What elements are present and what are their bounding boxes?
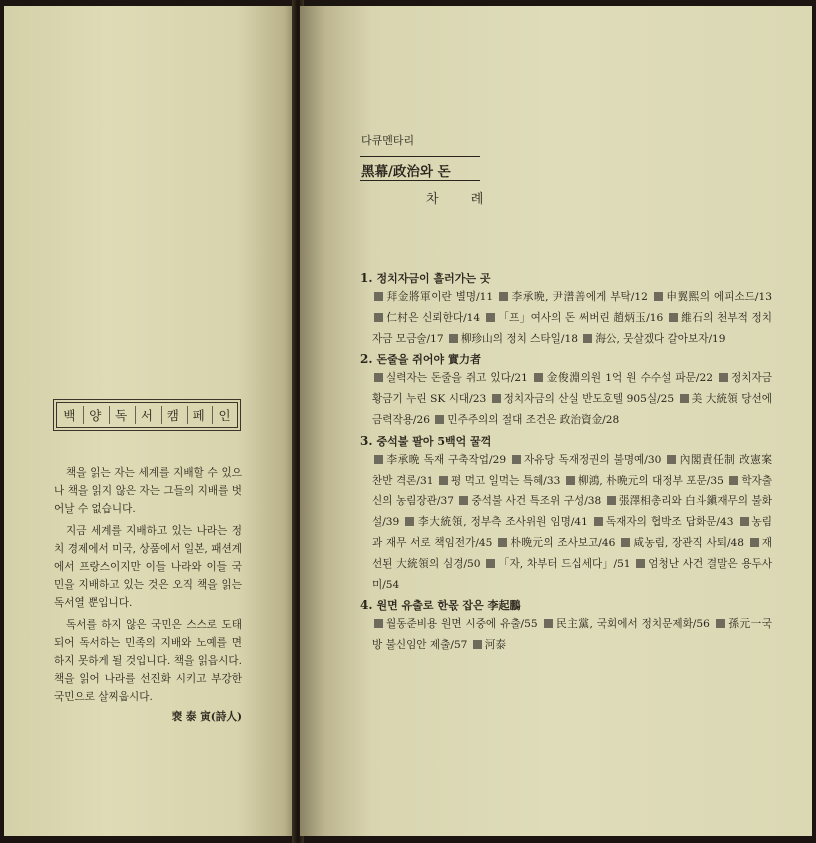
chapter-heading [360,270,772,287]
bullet-square-icon [459,496,468,505]
toc-entry: 李承晩 독재 구축작업/29 [386,453,507,466]
bullet-square-icon [667,455,676,464]
campaign-char: 백 [63,408,76,423]
toc-entry: 정치자금 황금기 누린 SK 시대/23 [372,372,772,406]
toc-entry: 정치자금의 산실 반도호텔 905실/25 [503,393,675,406]
quote-author: 裵 泰 寅(詩人) [171,711,242,723]
bullet-square-icon [439,476,448,485]
toc-entry: 咸농림, 장관직 사퇴/48 [633,536,745,549]
chapter-heading [360,597,772,614]
toc-entry: 申翼熙의 에피소드/13 [665,291,772,303]
toc-entry: 民主黨, 국회에서 정치문제화/56 [555,618,710,631]
toc-entry: 중석불 사건 특조위 구성/38 [471,495,602,508]
bullet-square-icon [435,415,444,424]
bullet-square-icon [498,538,507,547]
title-rule [360,156,480,157]
chapter-entries [360,368,772,430]
bullet-square-icon [486,313,495,322]
chapter-title: 정치자금이 흘러가는 곳 [376,272,491,285]
toc-entry: 金俊淵의원 1억 원 수수설 파문/22 [546,372,713,385]
bullet-square-icon [680,394,689,403]
right-page [300,6,812,836]
bullet-square-icon [716,619,725,628]
toc-entry: 孫元一국방 불신임안 제출/57 [372,618,772,652]
chapter-title: 원면 유출로 한몫 잡은 李起鵬 [376,599,521,613]
bullet-square-icon [486,559,495,568]
toc-entry: 仁村은 신뢰한다/14 [386,311,481,324]
bullet-square-icon [449,334,458,343]
toc-entry: 민주주의의 절대 조건은 政治資金/28 [447,413,620,426]
bullet-square-icon [566,476,575,485]
bullet-square-icon [512,455,521,464]
bullet-square-icon [729,476,738,485]
title-rule [360,180,480,181]
quote-paragraph: 독서를 하지 않은 국민은 스스로 도태되어 독서하는 민족의 지배와 노예를 면하지 못하게 될 것입니다. 책을 읽읍시다. 책을 읽어 나라를 선진화 시키고 부강한 국민으로 살찌웁시다. [54,619,242,703]
campaign-char: 인 [212,406,235,424]
toc-entry: 李承晩, 尹潽善에게 부탁/12 [511,291,648,303]
chapter-title: 중석불 팔아 5백억 꿀꺽 [376,434,492,448]
bullet-square-icon [621,538,630,547]
toc-entry: 張澤相총리와 白斗鎭재무의 불화설/39 [372,495,772,529]
bullet-square-icon [594,517,603,526]
chapter-number: 3. [360,433,373,448]
bullet-square-icon [374,619,383,628]
bullet-square-icon [405,517,414,526]
bullet-square-icon [607,496,616,505]
toc-entry: 농림과 재무 서로 책임전가/45 [372,516,772,549]
toc-entry: 維石의 천부적 정치자금 모금술/17 [372,311,772,345]
quote-paragraph: 책을 읽는 자는 세계를 지배할 수 있으나 책을 읽지 않은 자는 그들의 지배를 벗어날 수 없습니다. [54,467,242,515]
toc-entry: 실력자는 돈줄을 쥐고 있다/21 [386,372,528,385]
toc-entry: 재선된 大統領의 심경/50 [372,536,772,570]
campaign-char: 캠 [161,406,184,424]
bullet-square-icon [636,559,645,568]
table-of-contents [360,268,772,656]
chapter-entries [360,450,772,596]
toc-entry: 朴晩元의 조사보고/46 [510,536,616,549]
chapter-number: 2. [360,352,373,367]
toc-entry: 평 먹고 일먹는 특혜/33 [450,474,561,487]
bullet-square-icon [374,292,383,301]
book-title: 黑幕/政治와 돈 [361,164,451,180]
bullet-square-icon [740,517,749,526]
campaign-char: 서 [135,406,158,424]
toc-entry: 柳鴻, 朴晩元의 대정부 포문/35 [577,474,724,487]
reading-quote [54,464,242,726]
chapter-number: 4. [360,598,373,613]
toc-entry: 「자, 차부터 드십세다」/51 [498,557,631,570]
contents-heading: 차 례 [426,192,498,207]
toc-entry: 內閣責任制 改憲案 찬반 격론/31 [372,453,772,487]
toc-entry: 「프」여사의 돈 써버린 趙炳玉/16 [497,311,664,324]
toc-entry: 학자출신의 농림장관/37 [372,474,773,508]
toc-entry: 柳珍山의 정치 스타일/18 [460,332,578,345]
toc-entry: 海公, 뭇살겠다 갈아보자/19 [595,332,726,345]
campaign-char: 페 [187,406,210,424]
bullet-square-icon [750,538,759,547]
chapter-heading [360,433,772,450]
toc-entry: 월동준비용 원면 시중에 유출/55 [386,618,538,631]
toc-entry: 河泰 [484,639,506,652]
bullet-square-icon [473,640,482,649]
bullet-square-icon [534,373,543,382]
chapter-number: 1. [360,271,373,285]
toc-entry: 독재자의 협박조 답화문/43 [605,516,734,529]
quote-paragraph: 지금 세계를 지배하고 있는 나라는 정치 경제에서 미국, 상품에서 일본, 패션계에서 프랑스이지만 이들 나라와 이들 국민을 지배하고 있는 것은 오직 책을 읽는 독서열 뿐입니다. [54,525,242,609]
campaign-char: 독 [109,406,132,424]
chapter-title: 돈줄을 쥐어야 實力者 [376,353,481,367]
toc-entry: 자유당 독재정권의 불명예/30 [523,453,662,466]
chapter-entries [360,287,772,349]
bullet-square-icon [544,619,553,628]
reading-campaign-box [56,402,238,428]
bullet-square-icon [374,373,383,382]
bullet-square-icon [654,292,663,301]
bullet-square-icon [499,292,508,301]
toc-entry: 李大統領, 정부측 조사위원 임명/41 [417,516,588,529]
campaign-char: 양 [83,406,106,424]
toc-entry: 拜金將軍이란 별명/11 [386,291,494,303]
left-page [4,6,296,836]
bullet-square-icon [374,455,383,464]
bullet-square-icon [669,313,678,322]
bullet-square-icon [374,313,383,322]
chapter-heading [360,351,772,368]
chapter-entries [360,614,772,656]
bullet-square-icon [583,334,592,343]
bullet-square-icon [492,394,501,403]
toc-entry: 엄청난 사건 결말은 용두사미/54 [372,557,773,591]
series-label: 다큐멘타리 [361,134,415,147]
toc-entry: 美 大統領 당선에 금력작용/26 [372,393,772,426]
bullet-square-icon [719,373,728,382]
